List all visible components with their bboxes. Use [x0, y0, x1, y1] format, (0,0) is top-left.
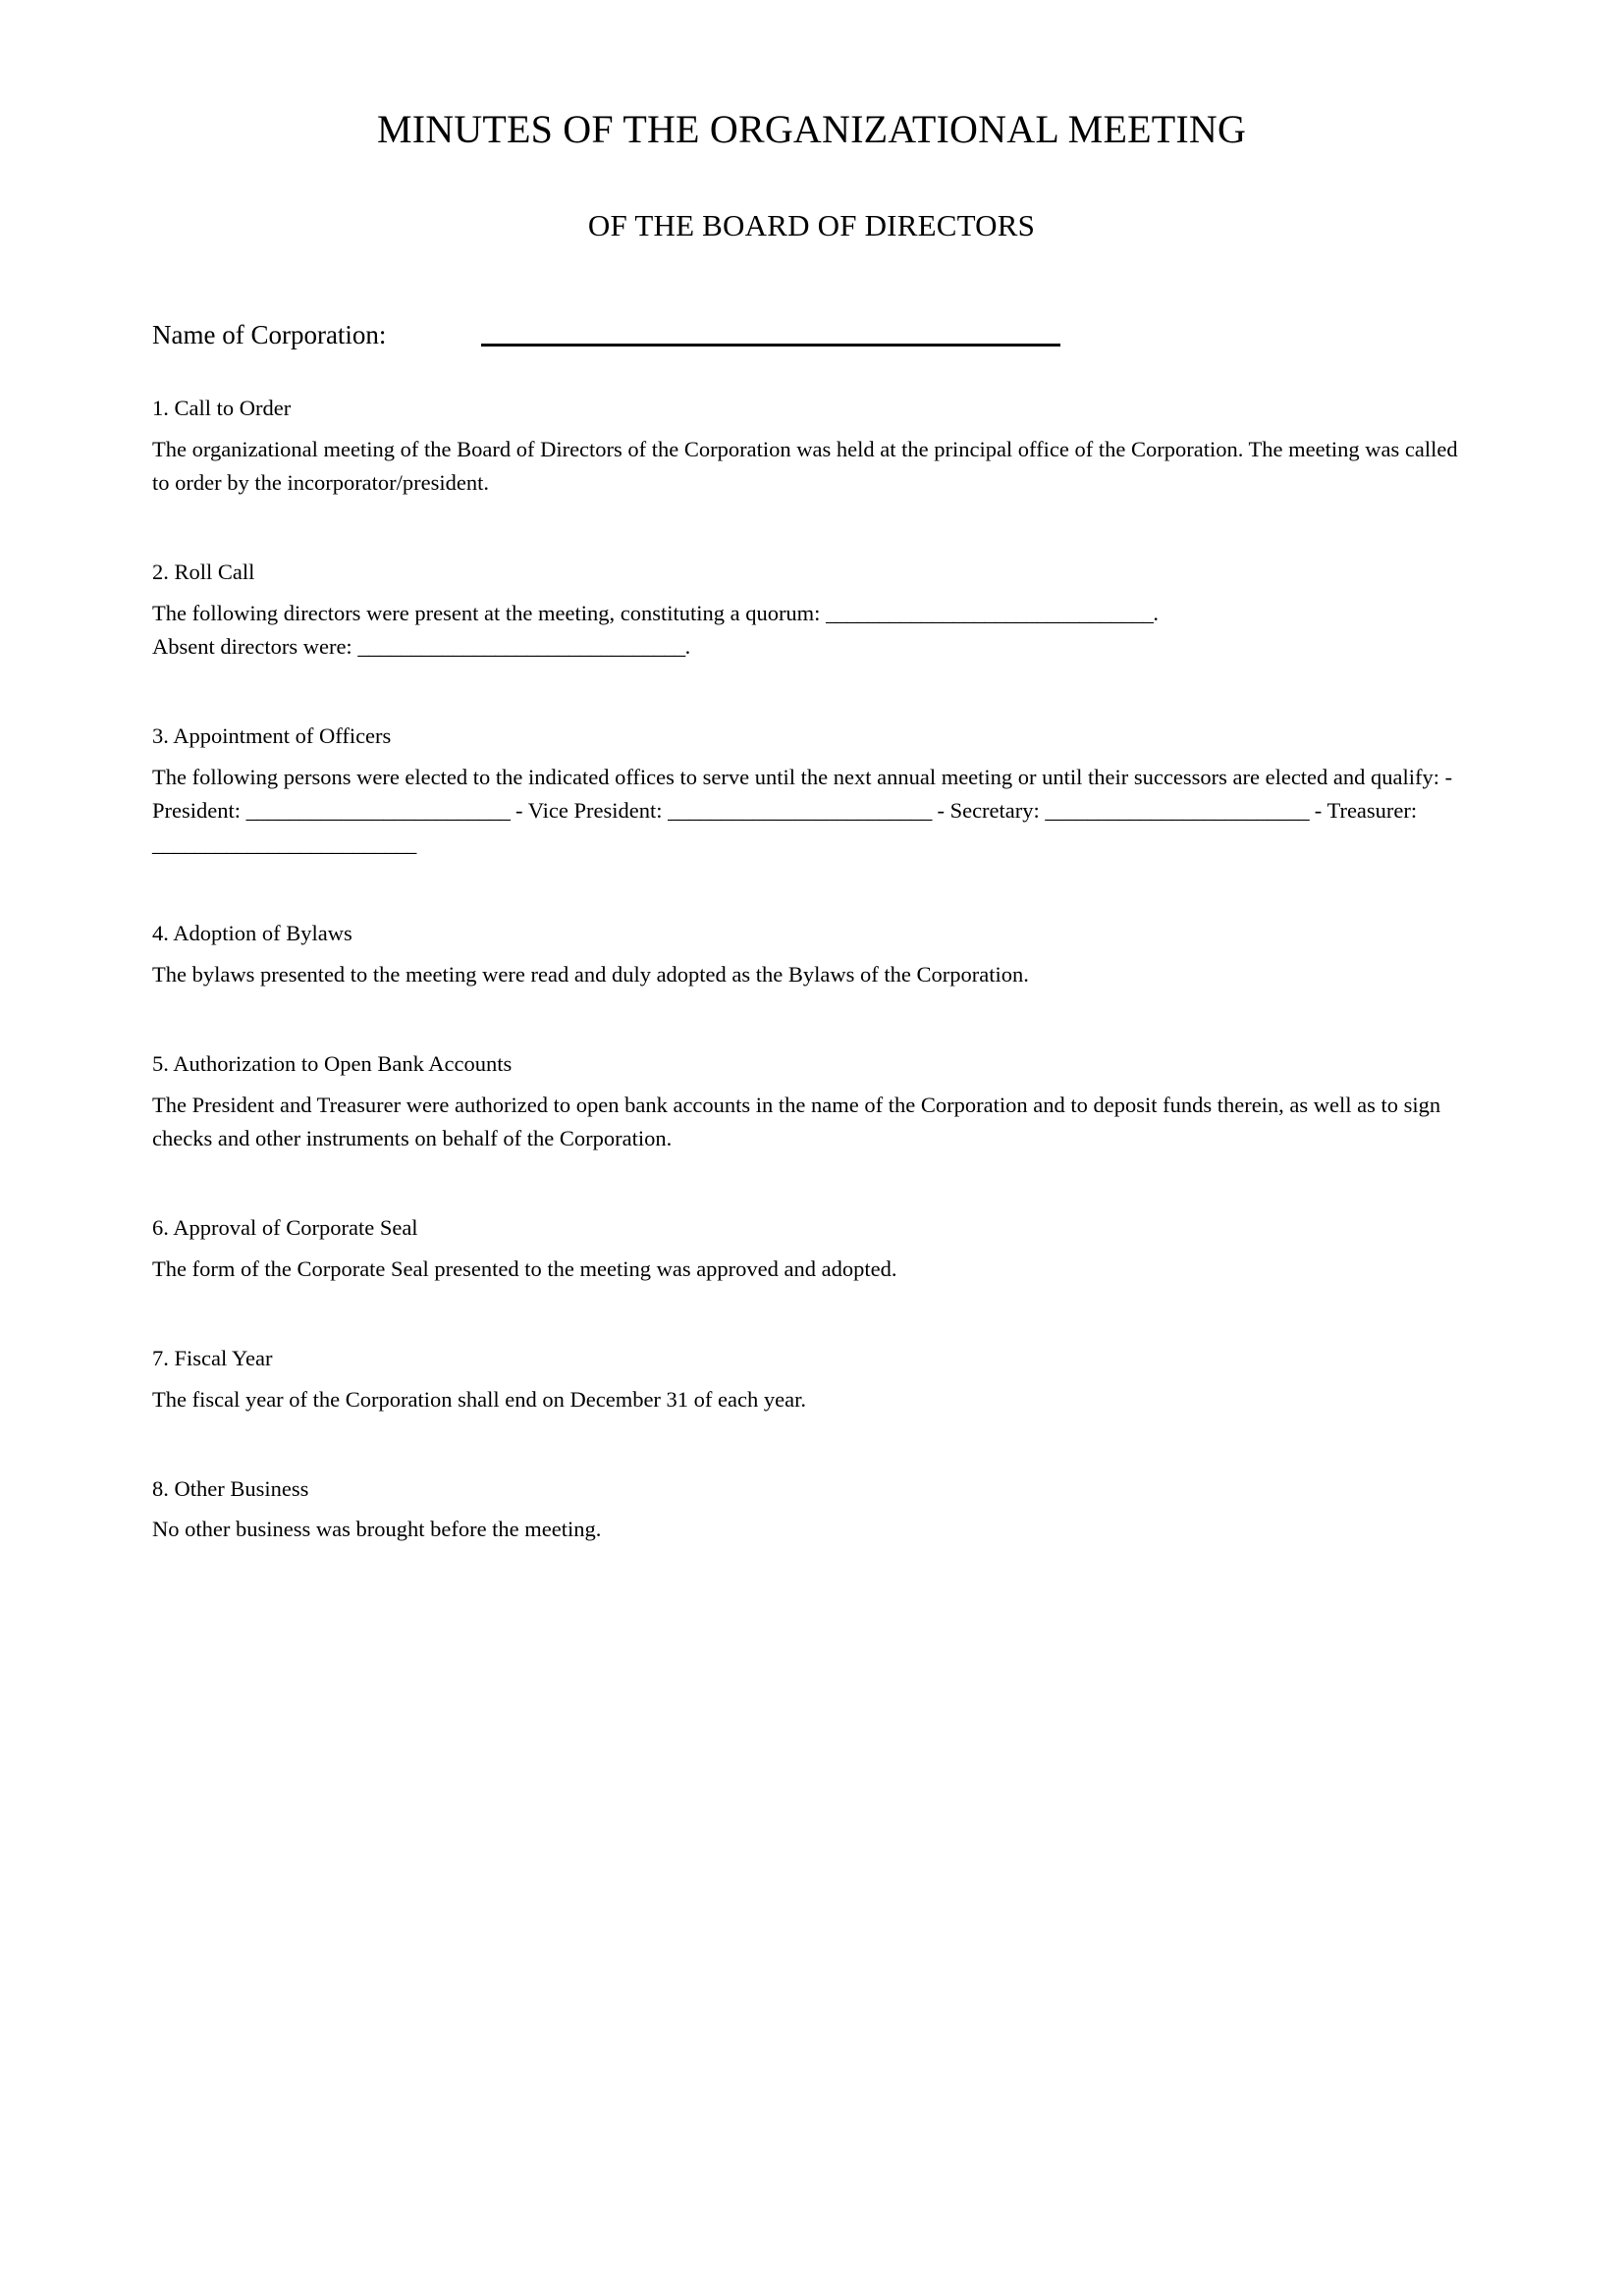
section-heading-call-to-order: 1. Call to Order — [152, 396, 292, 421]
secretary-blank[interactable]: _________________________ — [1045, 798, 1310, 823]
document-title: MINUTES OF THE ORGANIZATIONAL MEETING — [376, 107, 1247, 151]
secretary-label: - Secretary: — [931, 798, 1046, 823]
president-blank[interactable]: _________________________ — [245, 798, 511, 823]
section-heading-other-business: 8. Other Business — [152, 1475, 309, 1501]
section-body-authorization-bank-accounts: The President and Treasurer were authorized to open bank accounts in the name of the Corporation and to deposit funds therein, as well as to sign checks and other instruments on behalf of the Corporation. — [152, 1092, 1441, 1150]
section-heading-approval-corporate-seal: 6. Approval of Corporate Seal — [152, 1215, 418, 1241]
section-call-to-order — [152, 393, 1471, 500]
section-body-other-business: No other business was brought before the meeting. — [152, 1517, 602, 1542]
section-body-appointment-of-officers — [152, 761, 1471, 862]
treasurer-label: - Treasurer: — [1309, 798, 1418, 823]
section-heading-appointment-of-officers: 3. Appointment of Officers — [152, 723, 392, 749]
section-appointment-of-officers — [152, 721, 1471, 861]
section-roll-call — [152, 557, 1471, 664]
corporation-name-input-rule[interactable] — [481, 343, 1060, 347]
section-body-call-to-order: The organizational meeting of the Board of Directors of the Corporation was held at the principal office of the Corporation. The meeting was called to order by the incorporator/president. — [152, 436, 1458, 495]
corporation-name-label: Name of Corporation: — [152, 319, 387, 349]
vice-president-blank[interactable]: _________________________ — [668, 798, 932, 823]
section-approval-corporate-seal — [152, 1212, 1471, 1286]
corporation-name-field — [152, 310, 1471, 351]
officers-intro-text: The following persons were elected to the indicated offices to serve until the next annual meeting or until their successors are elected and qualify: - President: — [152, 764, 1453, 823]
section-fiscal-year — [152, 1343, 1471, 1416]
section-heading-authorization-bank-accounts: 5. Authorization to Open Bank Accounts — [152, 1051, 513, 1077]
section-adoption-of-bylaws — [152, 918, 1471, 991]
roll-call-absent-suffix: . — [684, 634, 691, 659]
roll-call-absent-prefix: Absent directors were: — [152, 634, 358, 659]
section-body-fiscal-year: The fiscal year of the Corporation shall end on December 31 of each year. — [152, 1386, 806, 1412]
section-authorization-bank-accounts — [152, 1048, 1471, 1155]
treasurer-blank[interactable]: _________________________ — [152, 831, 416, 857]
section-other-business — [152, 1473, 1471, 1547]
section-body-roll-call — [152, 597, 1471, 664]
roll-call-present-suffix: . — [1153, 600, 1159, 625]
section-body-adoption-of-bylaws: The bylaws presented to the meeting were read and duly adopted as the Bylaws of the Corporation. — [152, 962, 1029, 987]
section-heading-fiscal-year: 7. Fiscal Year — [152, 1346, 273, 1370]
roll-call-present-prefix: The following directors were present at the meeting, constituting a quorum: — [152, 600, 827, 625]
vice-president-label: - Vice President: — [510, 798, 669, 823]
roll-call-absent-blank[interactable]: _______________________________ — [357, 634, 685, 659]
roll-call-present-blank[interactable]: _______________________________ — [826, 600, 1154, 625]
section-heading-adoption-of-bylaws: 4. Adoption of Bylaws — [152, 921, 352, 946]
document-content — [152, 0, 1471, 1547]
section-body-approval-corporate-seal: The form of the Corporate Seal presented to the meeting was approved and adopted. — [152, 1255, 897, 1281]
section-heading-roll-call: 2. Roll Call — [152, 560, 255, 585]
document-subtitle: OF THE BOARD OF DIRECTORS — [587, 208, 1036, 242]
